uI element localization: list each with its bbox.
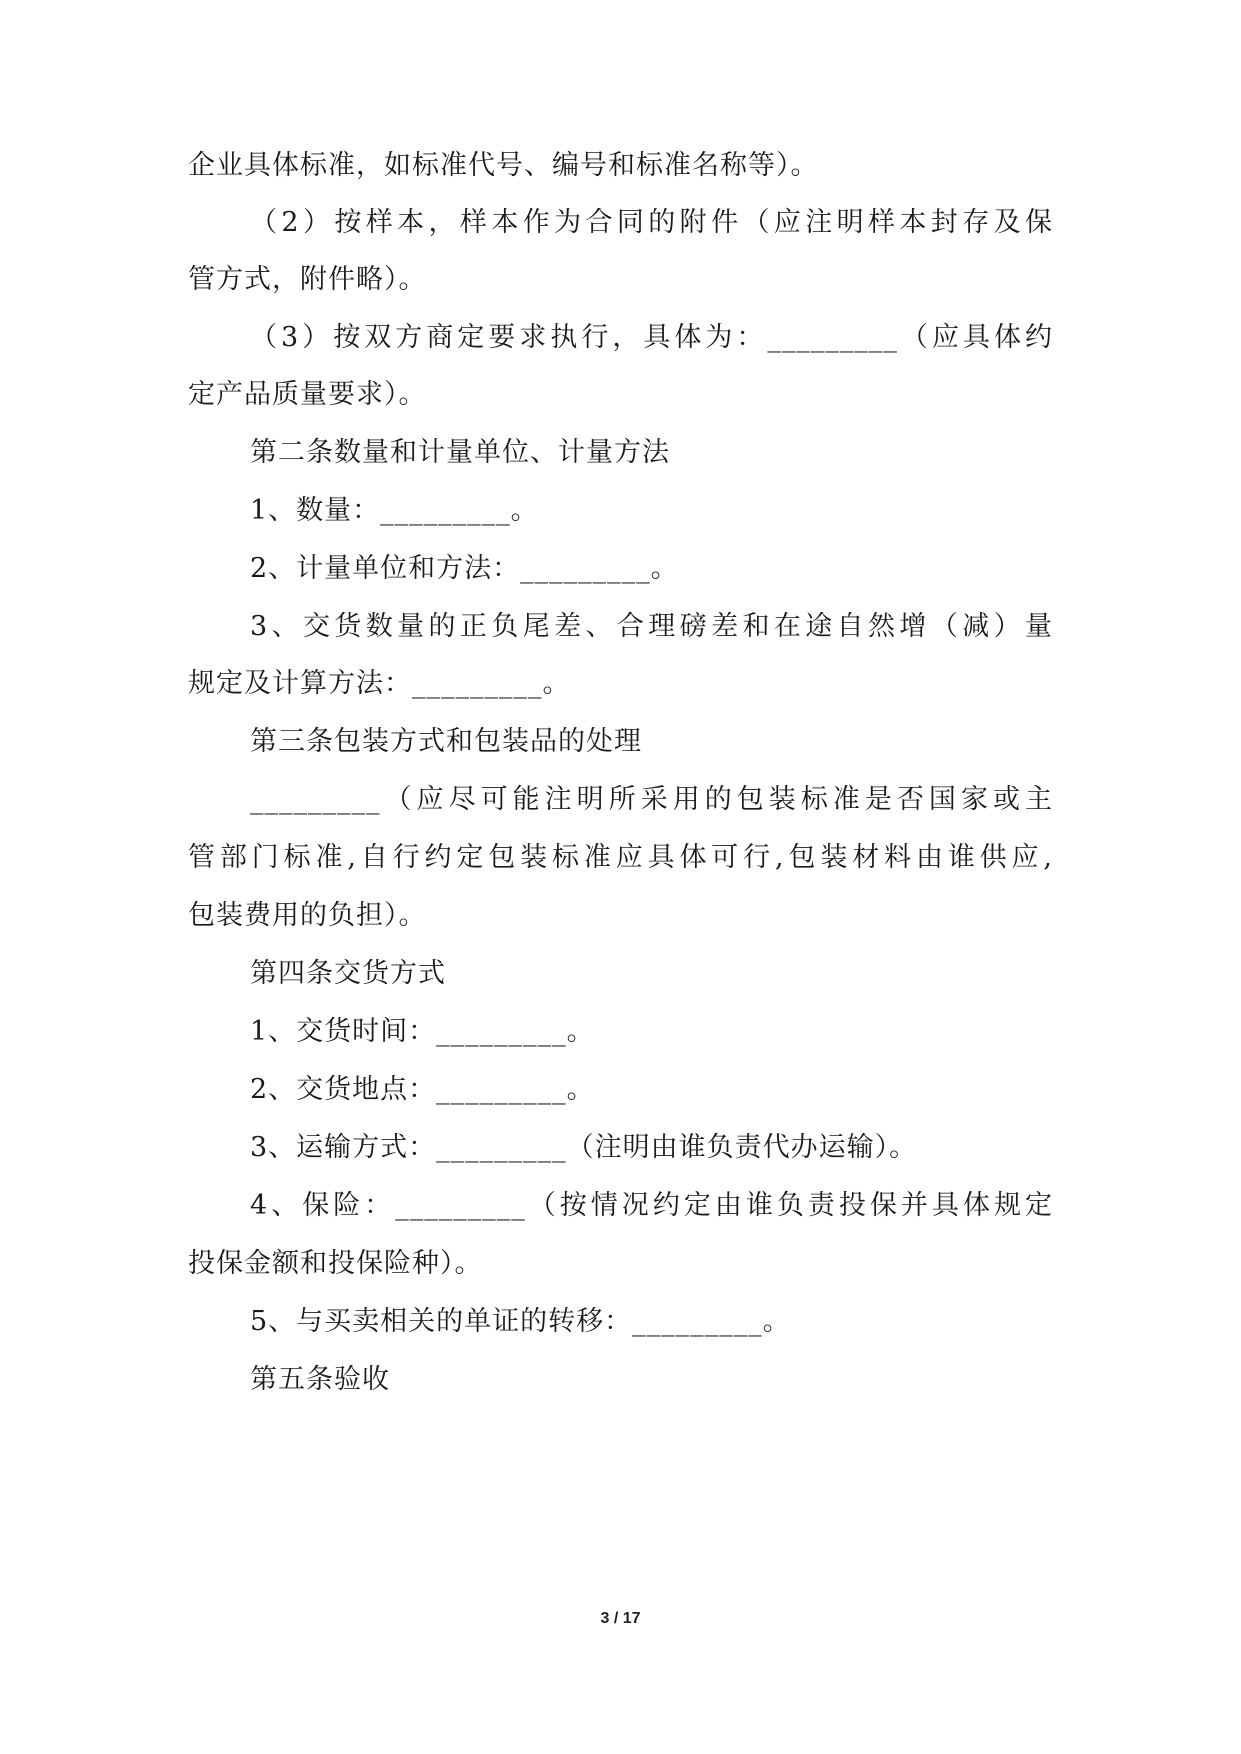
paragraph-line: 管部门标准,自行约定包装标准应具体可行,包装材料由谁供应, (188, 842, 1053, 873)
paragraph-line: 3、交货数量的正负尾差、合理磅差和在途自然增（减）量 (250, 611, 1053, 642)
paragraph-line: 2、交货地点：_________。 (250, 1074, 595, 1105)
paragraph-line: 企业具体标准，如标准代号、编号和标准名称等）。 (188, 150, 819, 181)
paragraph-line: 包装费用的负担）。 (188, 900, 427, 931)
paragraph-line: 管方式，附件略）。 (188, 264, 427, 295)
paragraph-line: 投保金额和投保险种）。 (188, 1248, 483, 1279)
section-heading: 第五条验收 (250, 1364, 390, 1395)
paragraph-line: （2）按样本，样本作为合同的附件（应注明样本封存及保 (250, 207, 1053, 238)
paragraph-line: （3）按双方商定要求执行，具体为：_________（应具体约 (250, 322, 1053, 353)
section-heading: 第三条包装方式和包装品的处理 (250, 726, 642, 757)
paragraph-line: 3、运输方式：_________（注明由谁负责代办运输）。 (250, 1132, 918, 1163)
section-heading: 第二条数量和计量单位、计量方法 (250, 437, 670, 468)
paragraph-line: 定产品质量要求）。 (188, 379, 427, 410)
paragraph-line: 规定及计算方法：_________。 (188, 668, 571, 699)
paragraph-line: 4、保险：_________（按情况约定由谁负责投保并具体规定 (250, 1190, 1053, 1221)
paragraph-line: 2、计量单位和方法：_________。 (250, 553, 679, 584)
paragraph-line: _________（应尽可能注明所采用的包装标准是否国家或主 (250, 784, 1053, 815)
paragraph-line: 1、交货时间：_________。 (250, 1016, 595, 1047)
section-heading: 第四条交货方式 (250, 958, 446, 989)
paragraph-line: 5、与买卖相关的单证的转移：_________。 (250, 1306, 791, 1337)
paragraph-line: 1、数量：_________。 (250, 495, 539, 526)
page-number: 3 / 17 (600, 1610, 641, 1627)
